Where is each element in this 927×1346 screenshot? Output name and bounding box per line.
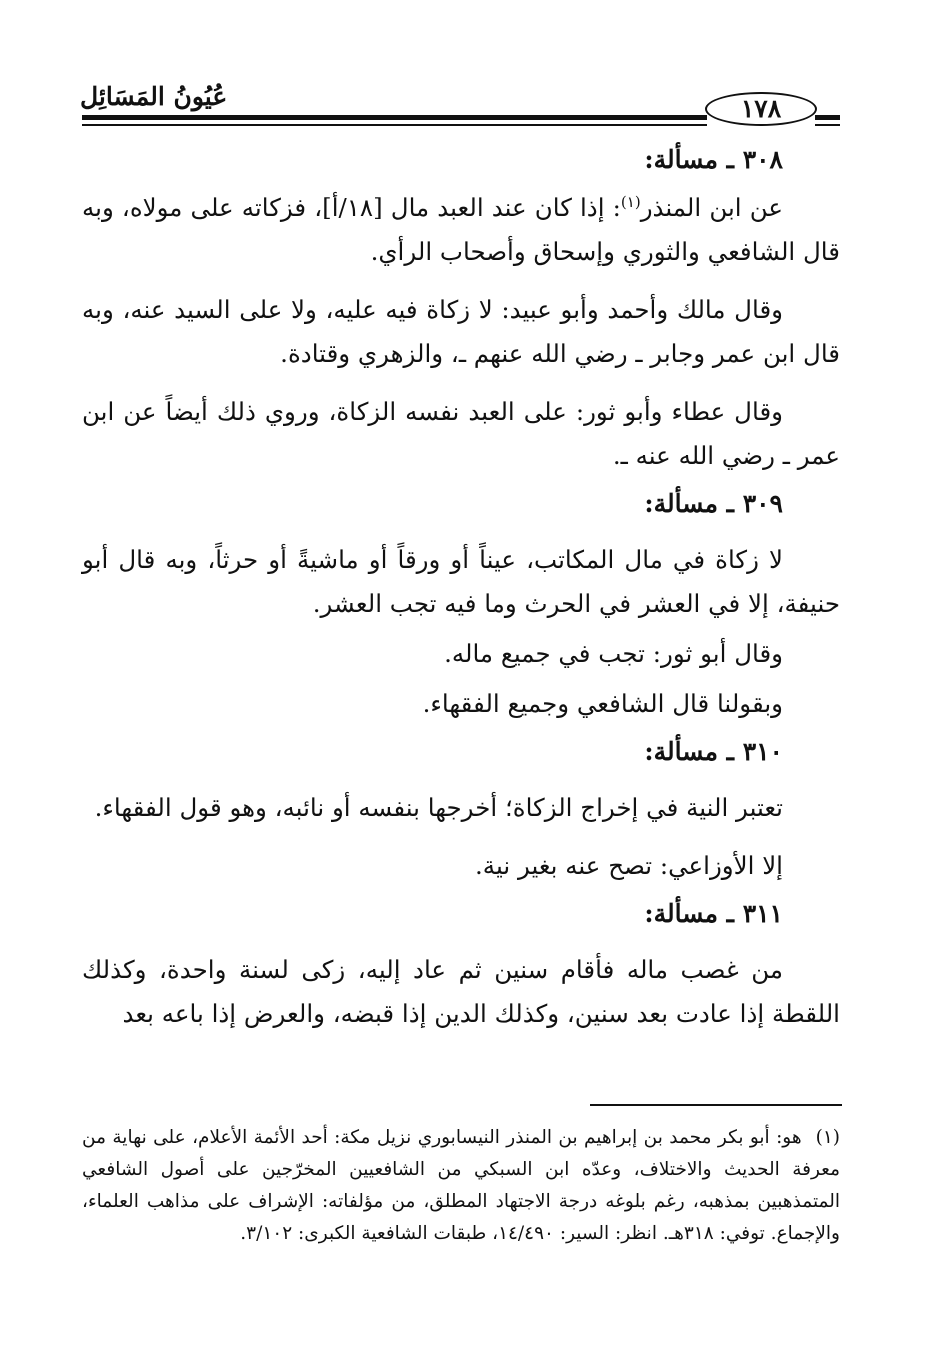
paragraph: إلا الأوزاعي: تصح عنه بغير نية. [475,851,783,880]
page-body [82,140,840,1036]
footnote-separator [590,1104,842,1106]
paragraph-text: إذا كان عند العبد مال [١٨/أ]، فزكاته على مولاه، وبه قال الشافعي والثوري وإسحاق وأصحاب الرأي. [82,193,840,266]
paragraph: وقال مالك وأحمد وأبو عبيد: لا زكاة فيه عليه، ولا على السيد عنه، وبه قال ابن عمر وجابر ـ رضي الله عنهم ـ، والزهري وقتادة. [82,295,840,368]
header-rule-thick [82,115,707,120]
paragraph: عن ابن المنذر$^{(١)}$: إذا كان عند العبد مال [١٨/أ]، فزكاته على مولاه، وبه قال الشافعي والثوري وإسحاق وأصحاب الرأي. [82,192,840,266]
header-rule-right-thick [815,115,840,120]
section-heading-309: ٣٠٩ ـ مسألة: [644,489,783,518]
footnote-marker: (١) [815,1127,840,1148]
paragraph: من غصب ماله فأقام سنين ثم عاد إليه، زكى لسنة واحدة، وكذلك اللقطة إذا عادت بعد سنين، وكذلك الدين إذا قبضه، والعرض إذا باعه بعد [82,955,840,1028]
paragraph: لا زكاة في مال المكاتب، عيناً أو ورقاً أو ماشيةً أو حرثاً، وبه قال أبو حنيفة، إلا في العشر في الحرث وما فيه تجب العشر. [82,545,840,618]
book-title: عُيُونُ المَسَائِل [80,82,228,111]
paragraph: وقال أبو ثور: تجب في جميع ماله. [444,639,783,668]
footnote-ref[interactable]: (١) [620,192,641,211]
paragraph-text: عن ابن المنذر [640,193,783,222]
footnote [82,1122,840,1250]
header-rule-right-thin [815,124,840,126]
paragraph: تعتبر النية في إخراج الزكاة؛ أخرجها بنفسه أو نائبه، وهو قول الفقهاء. [94,793,783,822]
section-heading-308: ٣٠٨ ـ مسألة: [644,145,783,174]
paragraph: وقال عطاء وأبو ثور: على العبد نفسه الزكاة، وروي ذلك أيضاً عن ابن عمر ـ رضي الله عنه ـ. [82,397,840,470]
page-number: ١٧٨ [705,92,817,126]
header-rule-thin [82,124,707,126]
section-heading-310: ٣١٠ ـ مسألة: [644,737,783,766]
section-heading-311: ٣١١ ـ مسألة: [644,899,783,928]
page-header [0,0,927,140]
footnote-text: هو: أبو بكر محمد بن إبراهيم بن المنذر النيسابوري نزيل مكة: أحد الأئمة الأعلام، على نهاية من معرفة الحديث والاختلاف، وعدّه ابن السبكي من الشافعيين المخرّجين على أصول الشافعي المتمذهبين بمذهبه، رغم بلوغه درجة الاجتهاد المطلق، من مؤلفاته: الإشراف على مذاهب العلماء، والإجماع. توفي: ٣١٨هـ. انظر: السير: ١٤/٤٩٠، طبقات الشافعية الكبرى: ٣/١٠٢. [82,1127,840,1244]
paragraph: وبقولنا قال الشافعي وجميع الفقهاء. [422,689,783,718]
